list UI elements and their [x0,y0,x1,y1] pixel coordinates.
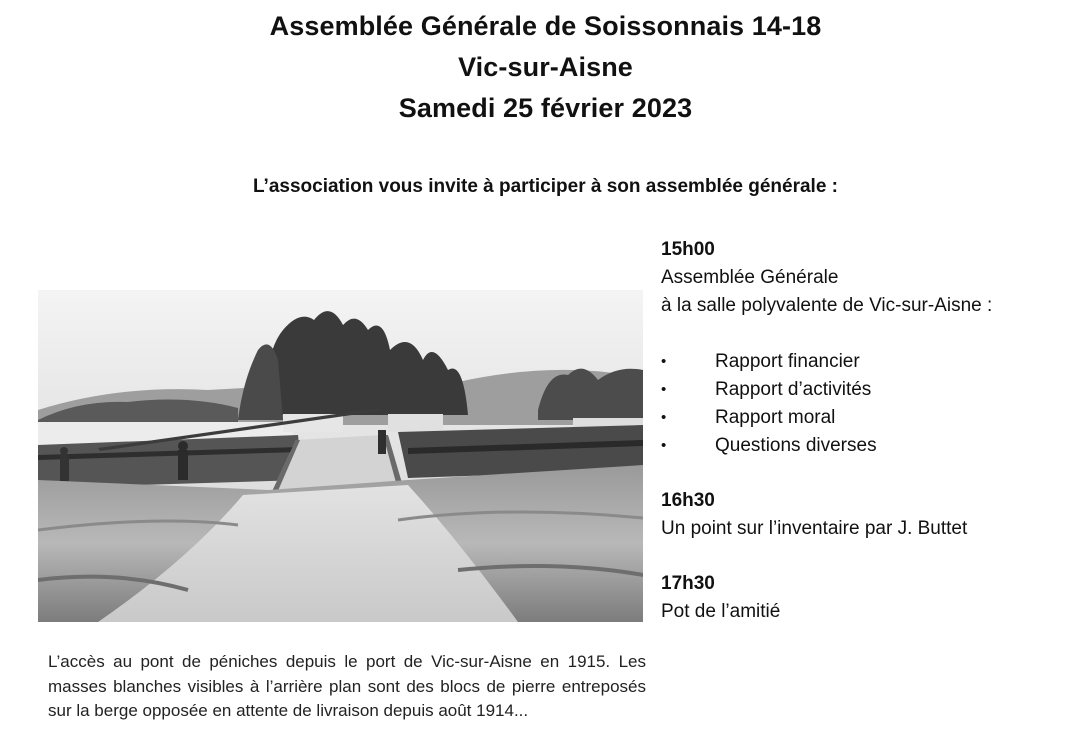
list-item [661,432,1081,460]
event-time-3: 17h30 [661,573,715,594]
page-subtitle-date: Samedi 25 février 2023 [398,93,693,123]
event-location-1: à la salle polyvalente de Vic-sur-Aisne : [661,295,993,316]
event-time-1: 15h00 [661,239,715,260]
list-item [661,376,1081,404]
bullet-icon: • [661,409,667,426]
agenda-item-label: Rapport d’activités [715,379,872,400]
page-title: Assemblée Générale de Soissonnais 14-18 [269,11,822,41]
bullet-icon: • [661,437,667,454]
agenda-item-label: Rapport moral [715,407,836,428]
agenda-item-label: Rapport financier [715,351,860,372]
historic-photo [38,290,643,622]
event-program [661,236,1081,626]
event-title-2: Un point sur l’inventaire par J. Buttet [661,518,968,539]
agenda-list [661,348,1081,460]
event-title-1: Assemblée Générale [661,267,839,288]
list-item [661,348,1081,376]
invitation-text: L’association vous invite à participer à son assemblée générale : [252,176,838,197]
bullet-icon: • [661,353,667,370]
photo-caption-text: L’accès au pont de péniches depuis le port de Vic-sur-Aisne en 1915. Les masses blanches visibles à l’arrière plan sont des blocs de pierre entreposés sur la berge opposée en attente de livraison depuis août 1914... [48,652,646,720]
photo-caption [48,650,646,724]
event-time-2: 16h30 [661,490,715,511]
list-item [661,404,1081,432]
agenda-item-label: Questions diverses [715,435,877,456]
event-title-3: Pot de l’amitié [661,601,781,622]
page-subtitle-location: Vic-sur-Aisne [458,52,633,82]
bullet-icon: • [661,381,667,398]
